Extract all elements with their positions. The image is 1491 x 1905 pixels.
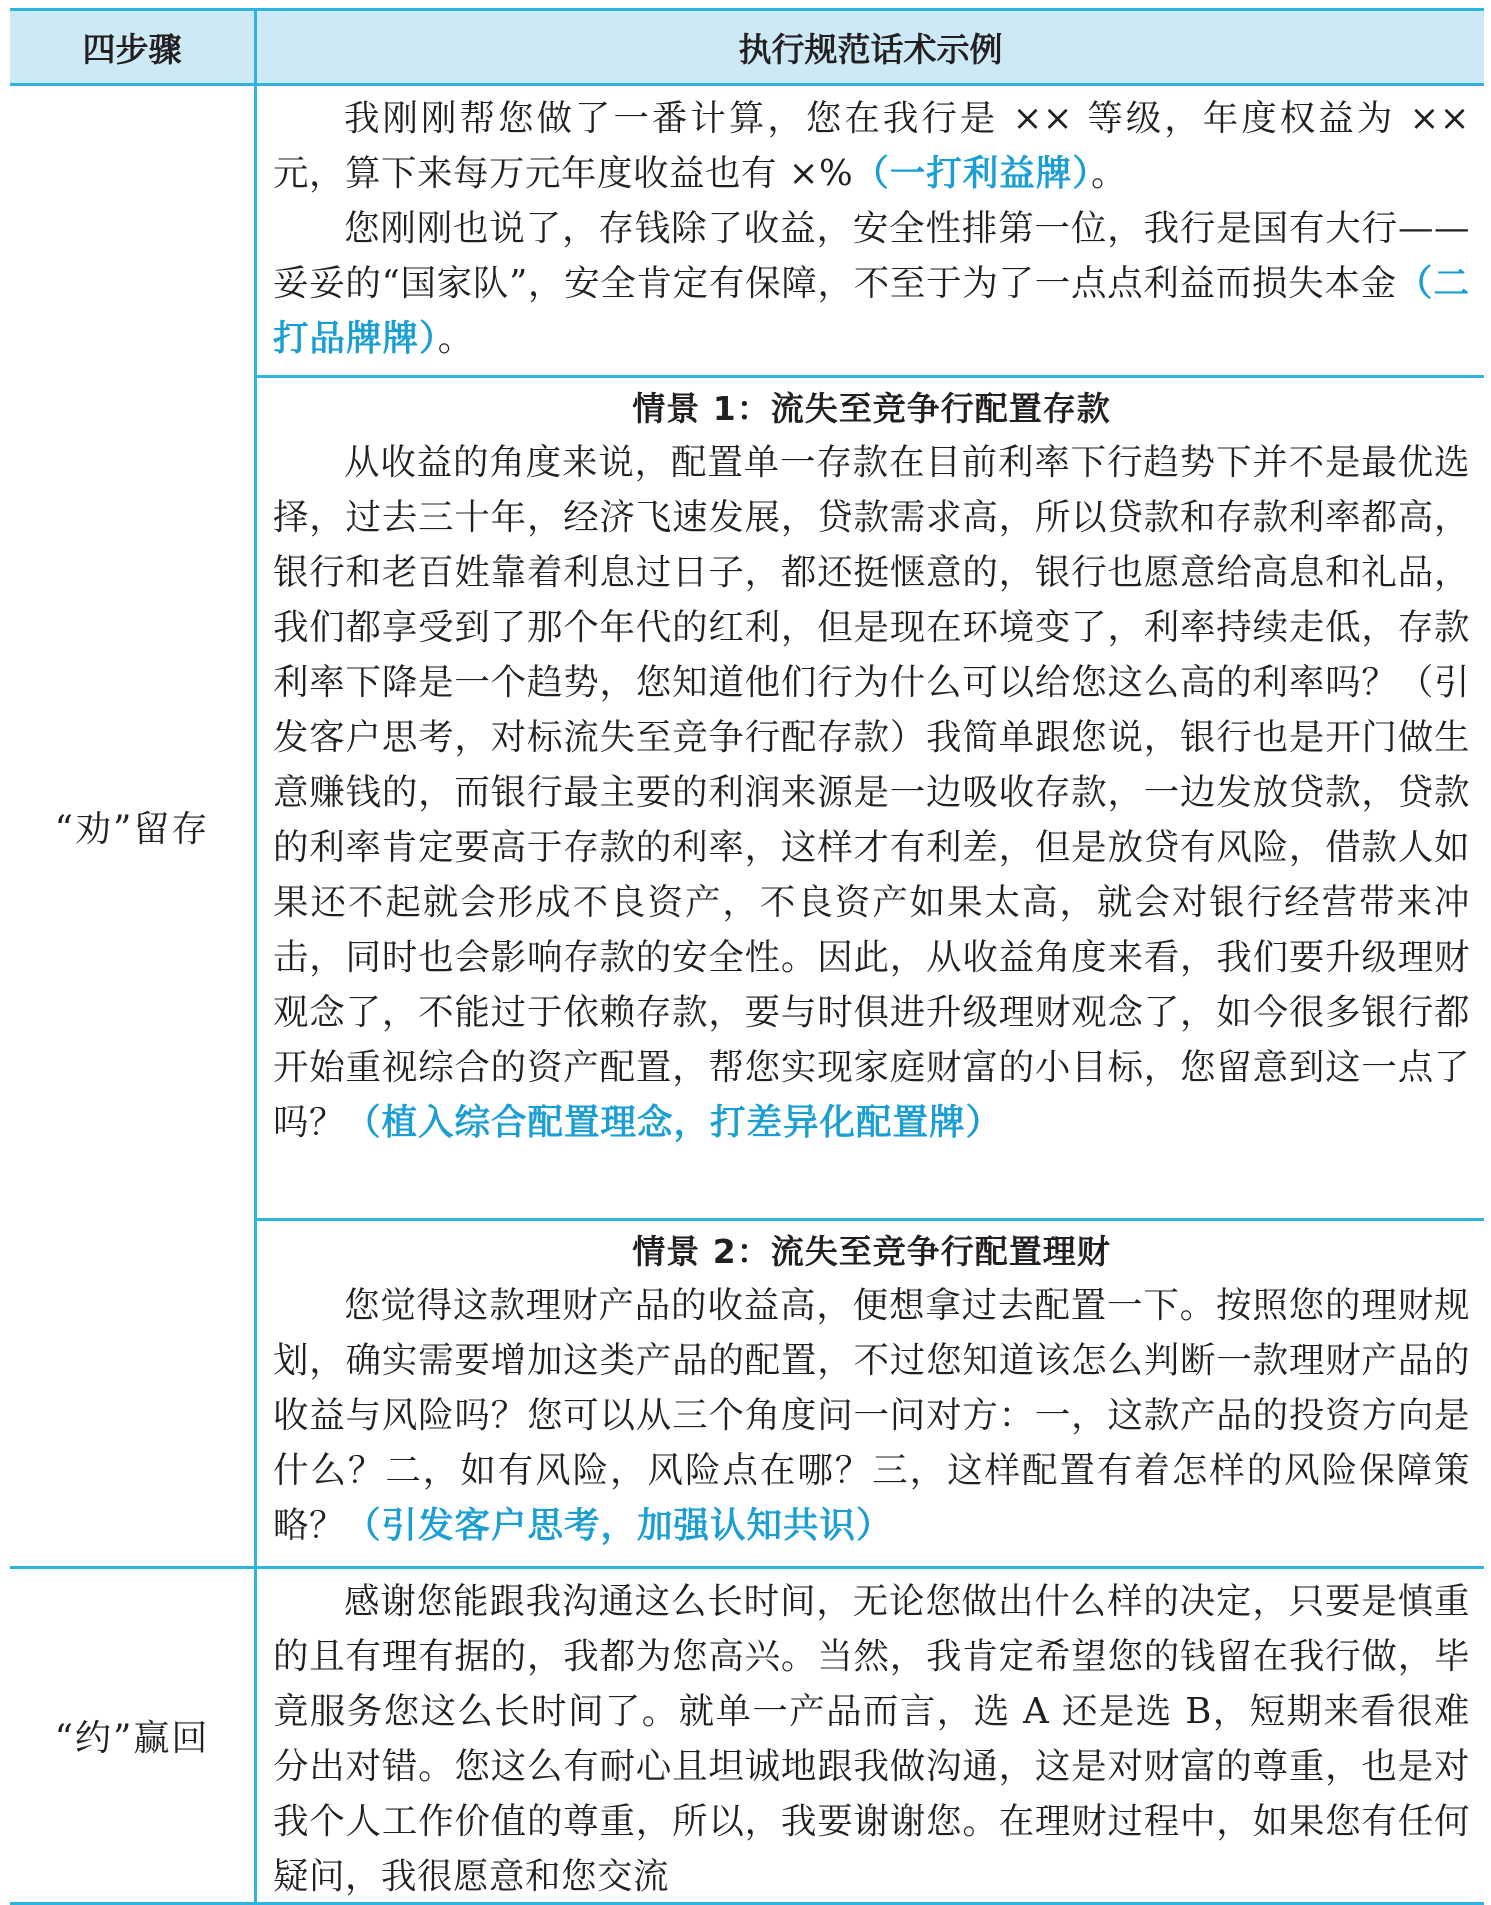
scenario-title: 情景 2：流失至竞争行配置理财 xyxy=(632,1232,1111,1271)
header-step: 四步骤 xyxy=(10,11,257,83)
script-paragraph xyxy=(273,435,1470,1150)
highlight-note: （引发客户思考，加强认知共识） xyxy=(345,1505,893,1546)
script-paragraph xyxy=(273,91,1470,201)
script-cell xyxy=(257,1569,1484,1902)
table-row xyxy=(10,1569,1484,1902)
highlight-note: （一打利益牌） xyxy=(853,153,1092,194)
paragraph-text: 感谢您能跟我沟通这么长时间，无论您做出什么样的决定，只要是慎重的且有理有据的，我都为您高兴。当然，我肯定希望您的钱留在我行做，毕竟服务您这么长时间了。就单一产品而言，选 A 还是选 B，短期来看很难分出对错。您这么有耐心且坦诚地跟我做沟通，这是对财富的尊重，也是对我个人工作价值的尊重，所以，我要谢谢您。在理财过程中，如果您有任何疑问，我很愿意和您交流 xyxy=(273,1581,1470,1897)
highlight-note: （植入综合配置理念，打差异化配置牌） xyxy=(345,1102,1003,1143)
script-cell xyxy=(257,86,1484,1566)
highlight-note: （二打品牌牌） xyxy=(273,263,1470,359)
header-script: 执行规范话术示例 xyxy=(738,29,1003,69)
script-block xyxy=(257,86,1484,378)
step-label: “劝”留存 xyxy=(10,86,257,1566)
step-label: “约”赢回 xyxy=(10,1569,257,1902)
script-block xyxy=(257,1569,1484,1902)
scenario-title: 情景 1：流失至竞争行配置存款 xyxy=(632,389,1111,428)
paragraph-text: 您刚刚也说了，存钱除了收益，安全性排第一位，我行是国有大行——妥妥的“国家队”，安全肯定有保障，不至于为了一点点利益而损失本金 xyxy=(273,208,1470,304)
script-paragraph xyxy=(273,1574,1470,1904)
script-paragraph xyxy=(273,201,1470,366)
paragraph-text: 您觉得这款理财产品的收益高，便想拿过去配置一下。按照您的理财规划，确实需要增加这类产品的配置，不过您知道该怎么判断一款理财产品的收益与风险吗？您可以从三个角度问一问对方：一，这款产品的投资方向是什么？二，如有风险，风险点在哪？三，这样配置有着怎样的风险保障策略？ xyxy=(273,1285,1470,1546)
table-header xyxy=(10,11,1484,86)
paragraph-text: 从收益的角度来说，配置单一存款在目前利率下行趋势下并不是最优选择，过去三十年，经济飞速发展，贷款需求高，所以贷款和存款利率都高，银行和老百姓靠着利息过日子，都还挺惬意的，银行也愿意给高息和礼品，我们都享受到了那个年代的红利，但是现在环境变了，利率持续走低，存款利率下降是一个趋势，您知道他们行为什么可以给您这么高的利率吗？（引发客户思考，对标流失至竞争行配存款）我简单跟您说，银行也是开门做生意赚钱的，而银行最主要的利润来源是一边吸收存款，一边发放贷款，贷款的利率肯定要高于存款的利率，这样才有利差，但是放贷有风险，借款人如果还不起就会形成不良资产，不良资产如果太高，就会对银行经营带来冲击，同时也会影响存款的安全性。因此，从收益角度来看，我们要升级理财观念了，不能过于依赖存款，要与时俱进升级理财观念了，如今很多银行都开始重视综合的资产配置，帮您实现家庭财富的小目标，您留意到这一点了吗？ xyxy=(273,442,1470,1143)
script-table xyxy=(10,8,1484,1905)
paragraph-tail: 。 xyxy=(1091,153,1128,194)
paragraph-text: 我刚刚帮您做了一番计算，您在我行是 ×× 等级，年度权益为 ×× 元，算下来每万元年度收益也有 ×% xyxy=(273,98,1470,194)
scenario-block xyxy=(257,1221,1484,1566)
script-paragraph xyxy=(273,1278,1470,1553)
table-row xyxy=(10,86,1484,1569)
paragraph-tail: 。 xyxy=(437,318,474,359)
scenario-block xyxy=(257,378,1484,1221)
